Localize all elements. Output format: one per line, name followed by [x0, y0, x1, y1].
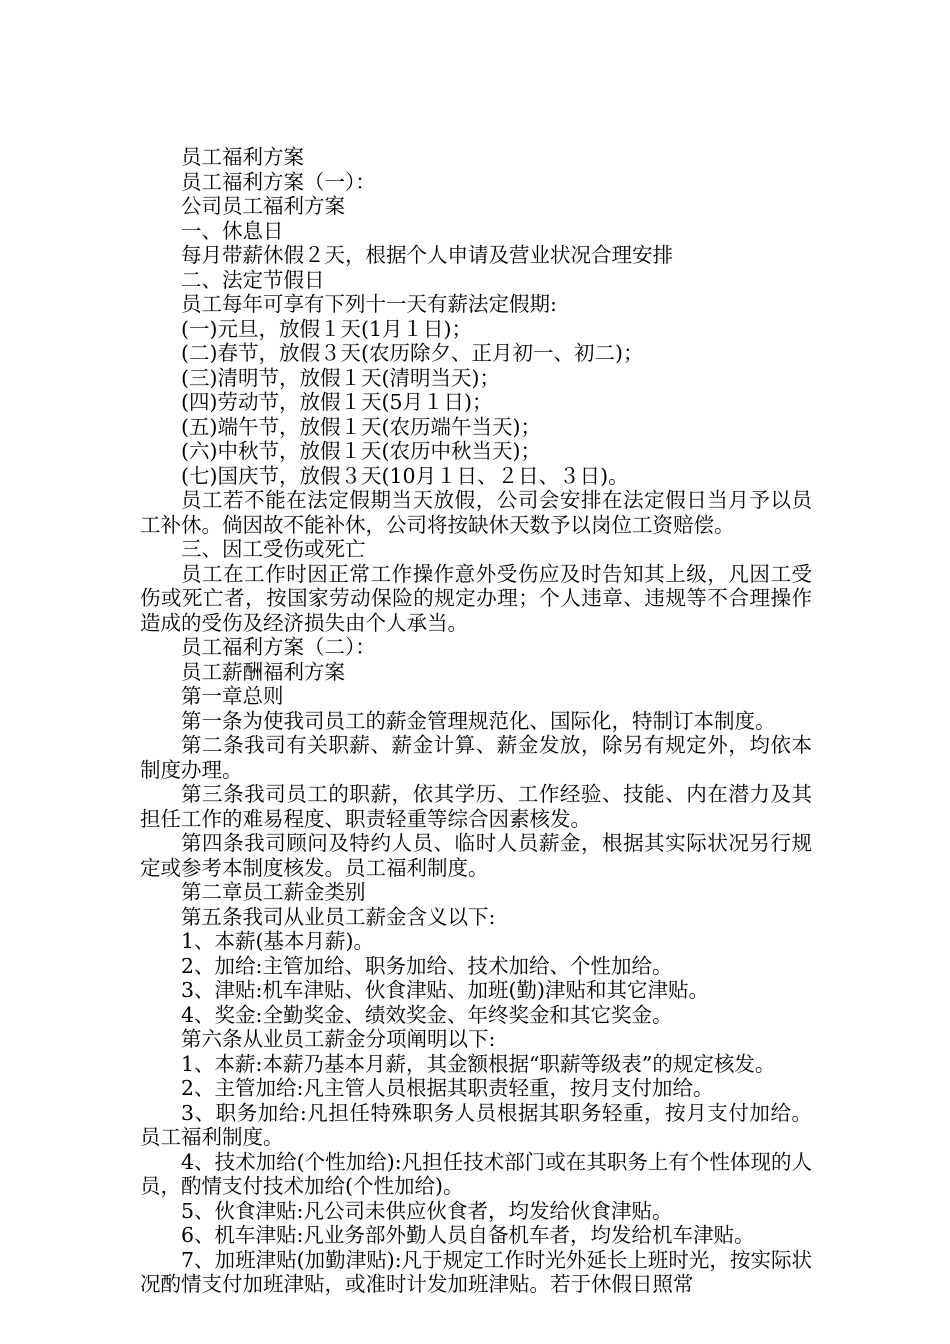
- list-item: (三)清明节，放假１天(清明当天)；: [181, 365, 500, 390]
- doc-title: 员工福利方案: [181, 145, 304, 169]
- article: 第五条我司从业员工薪金含义以下:: [181, 904, 496, 929]
- article: 第四条我司顾问及特约人员、临时人员薪金，根据其实际状况另行规定或参考本制度核发。员工福利制度。: [140, 831, 812, 880]
- item-heading: 一、休息日: [181, 218, 284, 243]
- list-item: 5、伙食津贴:凡公司未供应伙食者，均发给伙食津贴。: [181, 1198, 673, 1223]
- section-heading: 员工福利方案（二）：: [181, 635, 376, 659]
- paragraph: 员工每年可享有下列十一天有薪法定假期:: [181, 292, 557, 316]
- item-heading: 三、因工受伤或死亡: [181, 537, 366, 561]
- list-item: (五)端午节，放假１天(农历端午当天)；: [181, 414, 541, 439]
- list-item: 2、加给:主管加给、职务加给、技术加给、个性加给。: [181, 953, 673, 978]
- list-item: 6、机车津贴:凡业务部外勤人员自备机车者，均发给机车津贴。: [181, 1223, 755, 1247]
- list-item: (七)国庆节，放假３天(10月１日、２日、３日)。: [181, 463, 629, 488]
- list-item: 4、技术加给(个性加给):凡担任技术部门或在其职务上有个性体现的人员，酌情支付技术加给(个性加给)。: [140, 1149, 812, 1198]
- list-item: (四)劳动节，放假１天(5月１日)；: [181, 390, 493, 414]
- list-item: (一)元旦，放假１天(1月１日)；: [181, 316, 473, 341]
- list-item: 2、主管加给:凡主管人员根据其职责轻重，按月支付加给。: [181, 1076, 714, 1100]
- subsection-heading: 公司员工福利方案: [181, 194, 345, 218]
- chapter-heading: 第二章员工薪金类别: [181, 880, 366, 904]
- paragraph: 每月带薪休假２天，根据个人申请及营业状况合理安排: [181, 243, 673, 267]
- subsection-heading: 员工薪酬福利方案: [181, 659, 345, 684]
- item-heading: 二、法定节假日: [181, 267, 325, 292]
- list-item: 3、职务加给:凡担任特殊职务人员根据其职务轻重，按月支付加给。员工福利制度。: [140, 1100, 812, 1149]
- list-item: (六)中秋节，放假１天(农历中秋当天)；: [181, 439, 541, 463]
- section-heading: 员工福利方案（一）：: [181, 169, 376, 194]
- paragraph: 员工若不能在法定假期当天放假，公司会安排在法定假日当月予以员工补休。倘因故不能补休，公司将按缺休天数予以岗位工资赔偿。: [140, 488, 812, 537]
- article: 第六条从业员工薪金分项阐明以下:: [181, 1027, 496, 1051]
- document-body: [140, 145, 812, 1297]
- article: 第二条我司有关职薪、薪金计算、薪金发放，除另有规定外，均依本制度办理。: [140, 733, 812, 782]
- chapter-heading: 第一章总则: [181, 684, 284, 708]
- list-item: 1、本薪(基本月薪)。: [181, 929, 375, 953]
- list-item: 3、津贴:机车津贴、伙食津贴、加班(勤)津贴和其它津贴。: [181, 978, 709, 1002]
- article: 第三条我司员工的职薪，依其学历、工作经验、技能、内在潜力及其担任工作的难易程度、职责轻重等综合因素核发。: [140, 782, 812, 831]
- list-item: (二)春节，放假３天(农历除夕、正月初一、初二)；: [181, 341, 644, 365]
- list-item: 1、本薪:本薪乃基本月薪，其金额根据“职薪等级表”的规定核发。: [181, 1051, 776, 1076]
- article: 第一条为使我司员工的薪金管理规范化、国际化，特制订本制度。: [181, 708, 776, 733]
- paragraph: 员工在工作时因正常工作操作意外受伤应及时告知其上级，凡因工受伤或死亡者，按国家劳动保险的规定办理；个人违章、违规等不合理操作造成的受伤及经济损失由个人承当。: [140, 561, 812, 635]
- list-item: 7、加班津贴(加勤津贴):凡于规定工作时光外延长上班时光，按实际状况酌情支付加班津贴，或准时计发加班津贴。若于休假日照常: [140, 1247, 812, 1296]
- list-item: 4、奖金:全勤奖金、绩效奖金、年终奖金和其它奖金。: [181, 1002, 673, 1027]
